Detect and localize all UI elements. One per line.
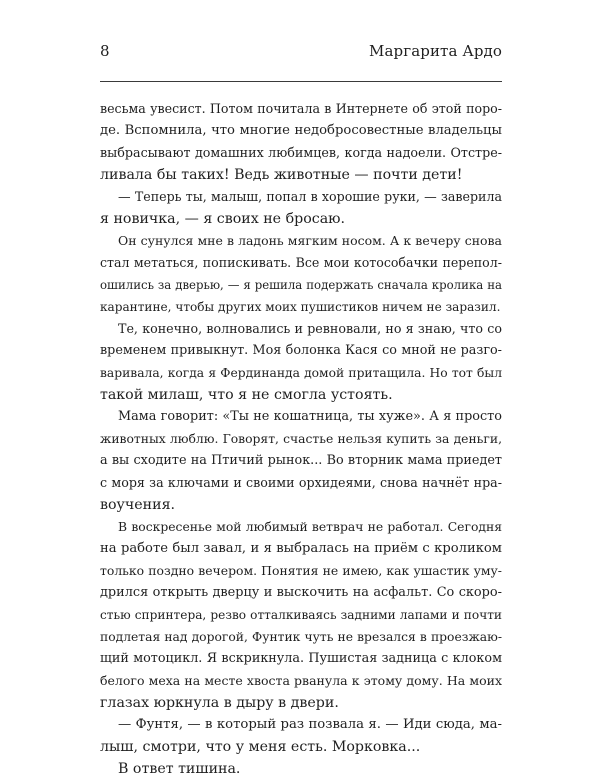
text-line: такой милаш, что я не смогла устоять. [100,387,393,403]
page-header [100,40,502,68]
text-line: только поздно вечером. Понятия не имею, как ушастик уму- [100,563,502,578]
text-line: — Теперь ты, малыш, попал в хорошие руки, — заверила [118,189,502,204]
text-line: на работе был завал, и я выбралась на приём с кроликом [100,541,502,556]
text-line: воучения. [100,497,176,513]
text-line: а вы сходите на Птичий рынок... Во вторник мама приедет [100,453,502,468]
text-line: стал метаться, попискивать. Все мои котособачки перепол- [100,255,502,270]
text-line: глазах юркнула в дыру в двери. [100,695,339,711]
text-line: щий мотоцикл. Я вскрикнула. Пушистая задница с клоком [100,651,502,666]
text-line: В воскресенье мой любимый ветврач не работал. Сегодня [118,520,502,534]
text-line: лыш, смотри, что у меня есть. Морковка... [100,739,421,755]
paragraph [100,406,502,516]
text-line: временем привыкнут. Моя болонка Кася со мной не разго- [100,343,502,358]
text-line: — Фунтя, — в который раз позвала я. — Иди сюда, ма- [118,717,502,732]
text-line: ливала бы таких! Ведь животные — почти дети! [100,167,463,183]
text-line: дрился открыть дверцу и выскочить на асфальт. Со скоро- [100,585,502,600]
text-line: Он сунулся мне в ладонь мягким носом. А к вечеру снова [118,233,502,248]
text-line: выбрасывают домашних любимцев, когда надоели. Отстре- [100,145,502,160]
paragraph [100,186,502,230]
text-line: варивала, когда я Фердинанда домой притащила. Но тот был [100,366,502,380]
text-line: стью спринтера, резво отталкиваясь задними лапами и почти [100,608,502,622]
running-title: Маргарита Ардо [369,42,502,60]
text-line: де. Вспомнила, что многие недобросовестные владельцы [100,123,502,138]
text-line: весьма увесист. Потом почитала в Интернете об этой поро- [100,101,502,116]
paragraph [100,98,502,186]
paragraph [100,516,502,714]
book-page [100,40,502,777]
text-line: карантине, чтобы других моих пушистиков ничем не заразил. [100,300,501,314]
body-text [100,98,502,780]
page-number: 8 [100,42,110,60]
text-line: подлетая над дорогой, Фунтик чуть не врезался в проезжаю- [100,630,502,644]
text-line: Мама говорит: «Ты не кошатница, ты хуже». А я просто [118,409,502,424]
paragraph [100,318,502,406]
text-line: я новичка, — я своих не бросаю. [100,211,346,227]
text-line: Те, конечно, волновались и ревновали, но я знаю, что со [118,321,502,336]
text-line: с моря за ключами и своими орхидеями, снова начнёт нра- [100,475,502,490]
paragraph [100,758,502,780]
text-line: белого меха на месте хвоста рванула к этому дому. На моих [100,673,502,688]
paragraph [100,714,502,758]
text-line: животных люблю. Говорят, счастье нельзя купить за деньги, [100,432,502,446]
text-line: ошились за дверью, — я решила подержать сначала кролика на [100,278,502,292]
text-line: В ответ тишина. [118,761,241,777]
paragraph [100,230,502,318]
header-rule [100,81,502,82]
